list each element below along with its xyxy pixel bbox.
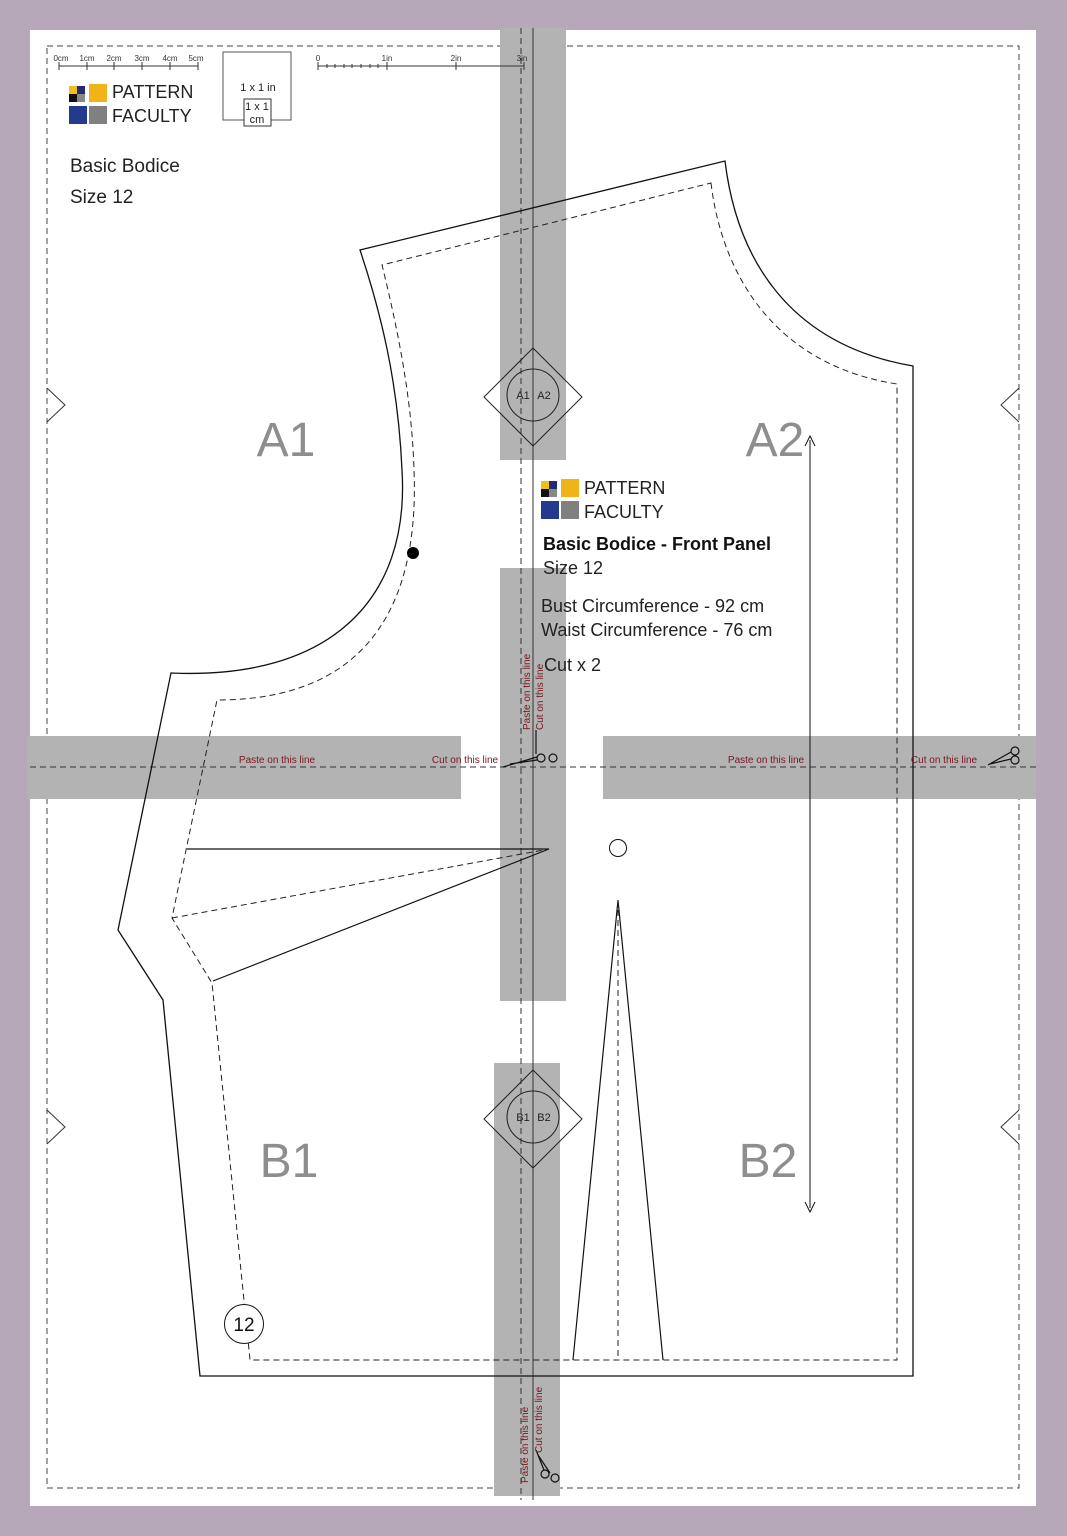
bust-measurement: Bust Circumference - 92 cm xyxy=(541,596,765,616)
panel-logo-text-line1: PATTERN xyxy=(584,478,666,498)
paste-tape-strips xyxy=(27,28,1036,1496)
logo-mark-panel xyxy=(541,479,579,519)
ruler-long-tick-label: 1in xyxy=(381,54,393,63)
test-square-cm-label-1: 1 x 1 xyxy=(245,101,269,113)
size-badge-label: 12 xyxy=(233,1315,255,1336)
bust-point-marker xyxy=(610,840,627,857)
paste-line-label-vertical: Paste on this line xyxy=(522,653,533,730)
logo-text-line1: PATTERN xyxy=(112,82,194,102)
paste-line-label: Paste on this line xyxy=(238,755,316,766)
panel-label-b1: B1 xyxy=(259,1135,319,1188)
ruler-tick-label: 3cm xyxy=(134,54,150,63)
cut-line-label-vertical: Cut on this line xyxy=(534,1386,545,1453)
panel-logo-text-line2: FACULTY xyxy=(584,502,664,522)
ruler-tick-label: 4cm xyxy=(162,54,178,63)
marker-label-b2: B2 xyxy=(537,1112,551,1124)
cut-line-label: Cut on this line xyxy=(910,755,978,766)
pattern-title: Basic Bodice xyxy=(70,156,180,177)
grainline-arrow xyxy=(805,436,815,1212)
ruler-long-tick-label: 2in xyxy=(450,54,462,63)
panel-size: Size 12 xyxy=(543,558,604,578)
ruler-tick-label: 1cm xyxy=(79,54,95,63)
panel-label-a1: A1 xyxy=(256,414,316,467)
side-dart xyxy=(187,849,549,981)
pattern-size: Size 12 xyxy=(70,187,134,208)
ruler-long-tick-label: 0 xyxy=(315,54,321,63)
side-dart-fold xyxy=(172,849,549,918)
marker-label-b1: B1 xyxy=(516,1112,530,1124)
ruler-tick-label: 0cm xyxy=(53,54,69,63)
logo-mark-top xyxy=(69,84,107,124)
cut-line-label-vertical: Cut on this line xyxy=(535,663,546,730)
paste-line-label: Paste on this line xyxy=(727,755,805,766)
ruler-tick-label: 2cm xyxy=(106,54,122,63)
panel-label-a2: A2 xyxy=(745,414,805,467)
armhole-notch xyxy=(407,547,419,559)
test-square-cm-label-2: cm xyxy=(249,114,265,126)
logo-text-line2: FACULTY xyxy=(112,106,192,126)
panel-label-b2: B2 xyxy=(738,1135,798,1188)
panel-title: Basic Bodice - Front Panel xyxy=(543,534,772,554)
cut-instruction: Cut x 2 xyxy=(544,655,602,675)
ruler-tick-label: 5cm xyxy=(188,54,204,63)
marker-label-a1: A1 xyxy=(516,390,530,402)
test-square-inch-label: 1 x 1 in xyxy=(240,82,276,94)
paste-line-label-vertical: Paste on this line xyxy=(520,1406,531,1483)
cut-line-label: Cut on this line xyxy=(431,755,499,766)
ruler-long-tick-label: 3in xyxy=(516,54,528,63)
waist-measurement: Waist Circumference - 76 cm xyxy=(541,620,773,640)
marker-label-a2: A2 xyxy=(537,390,551,402)
